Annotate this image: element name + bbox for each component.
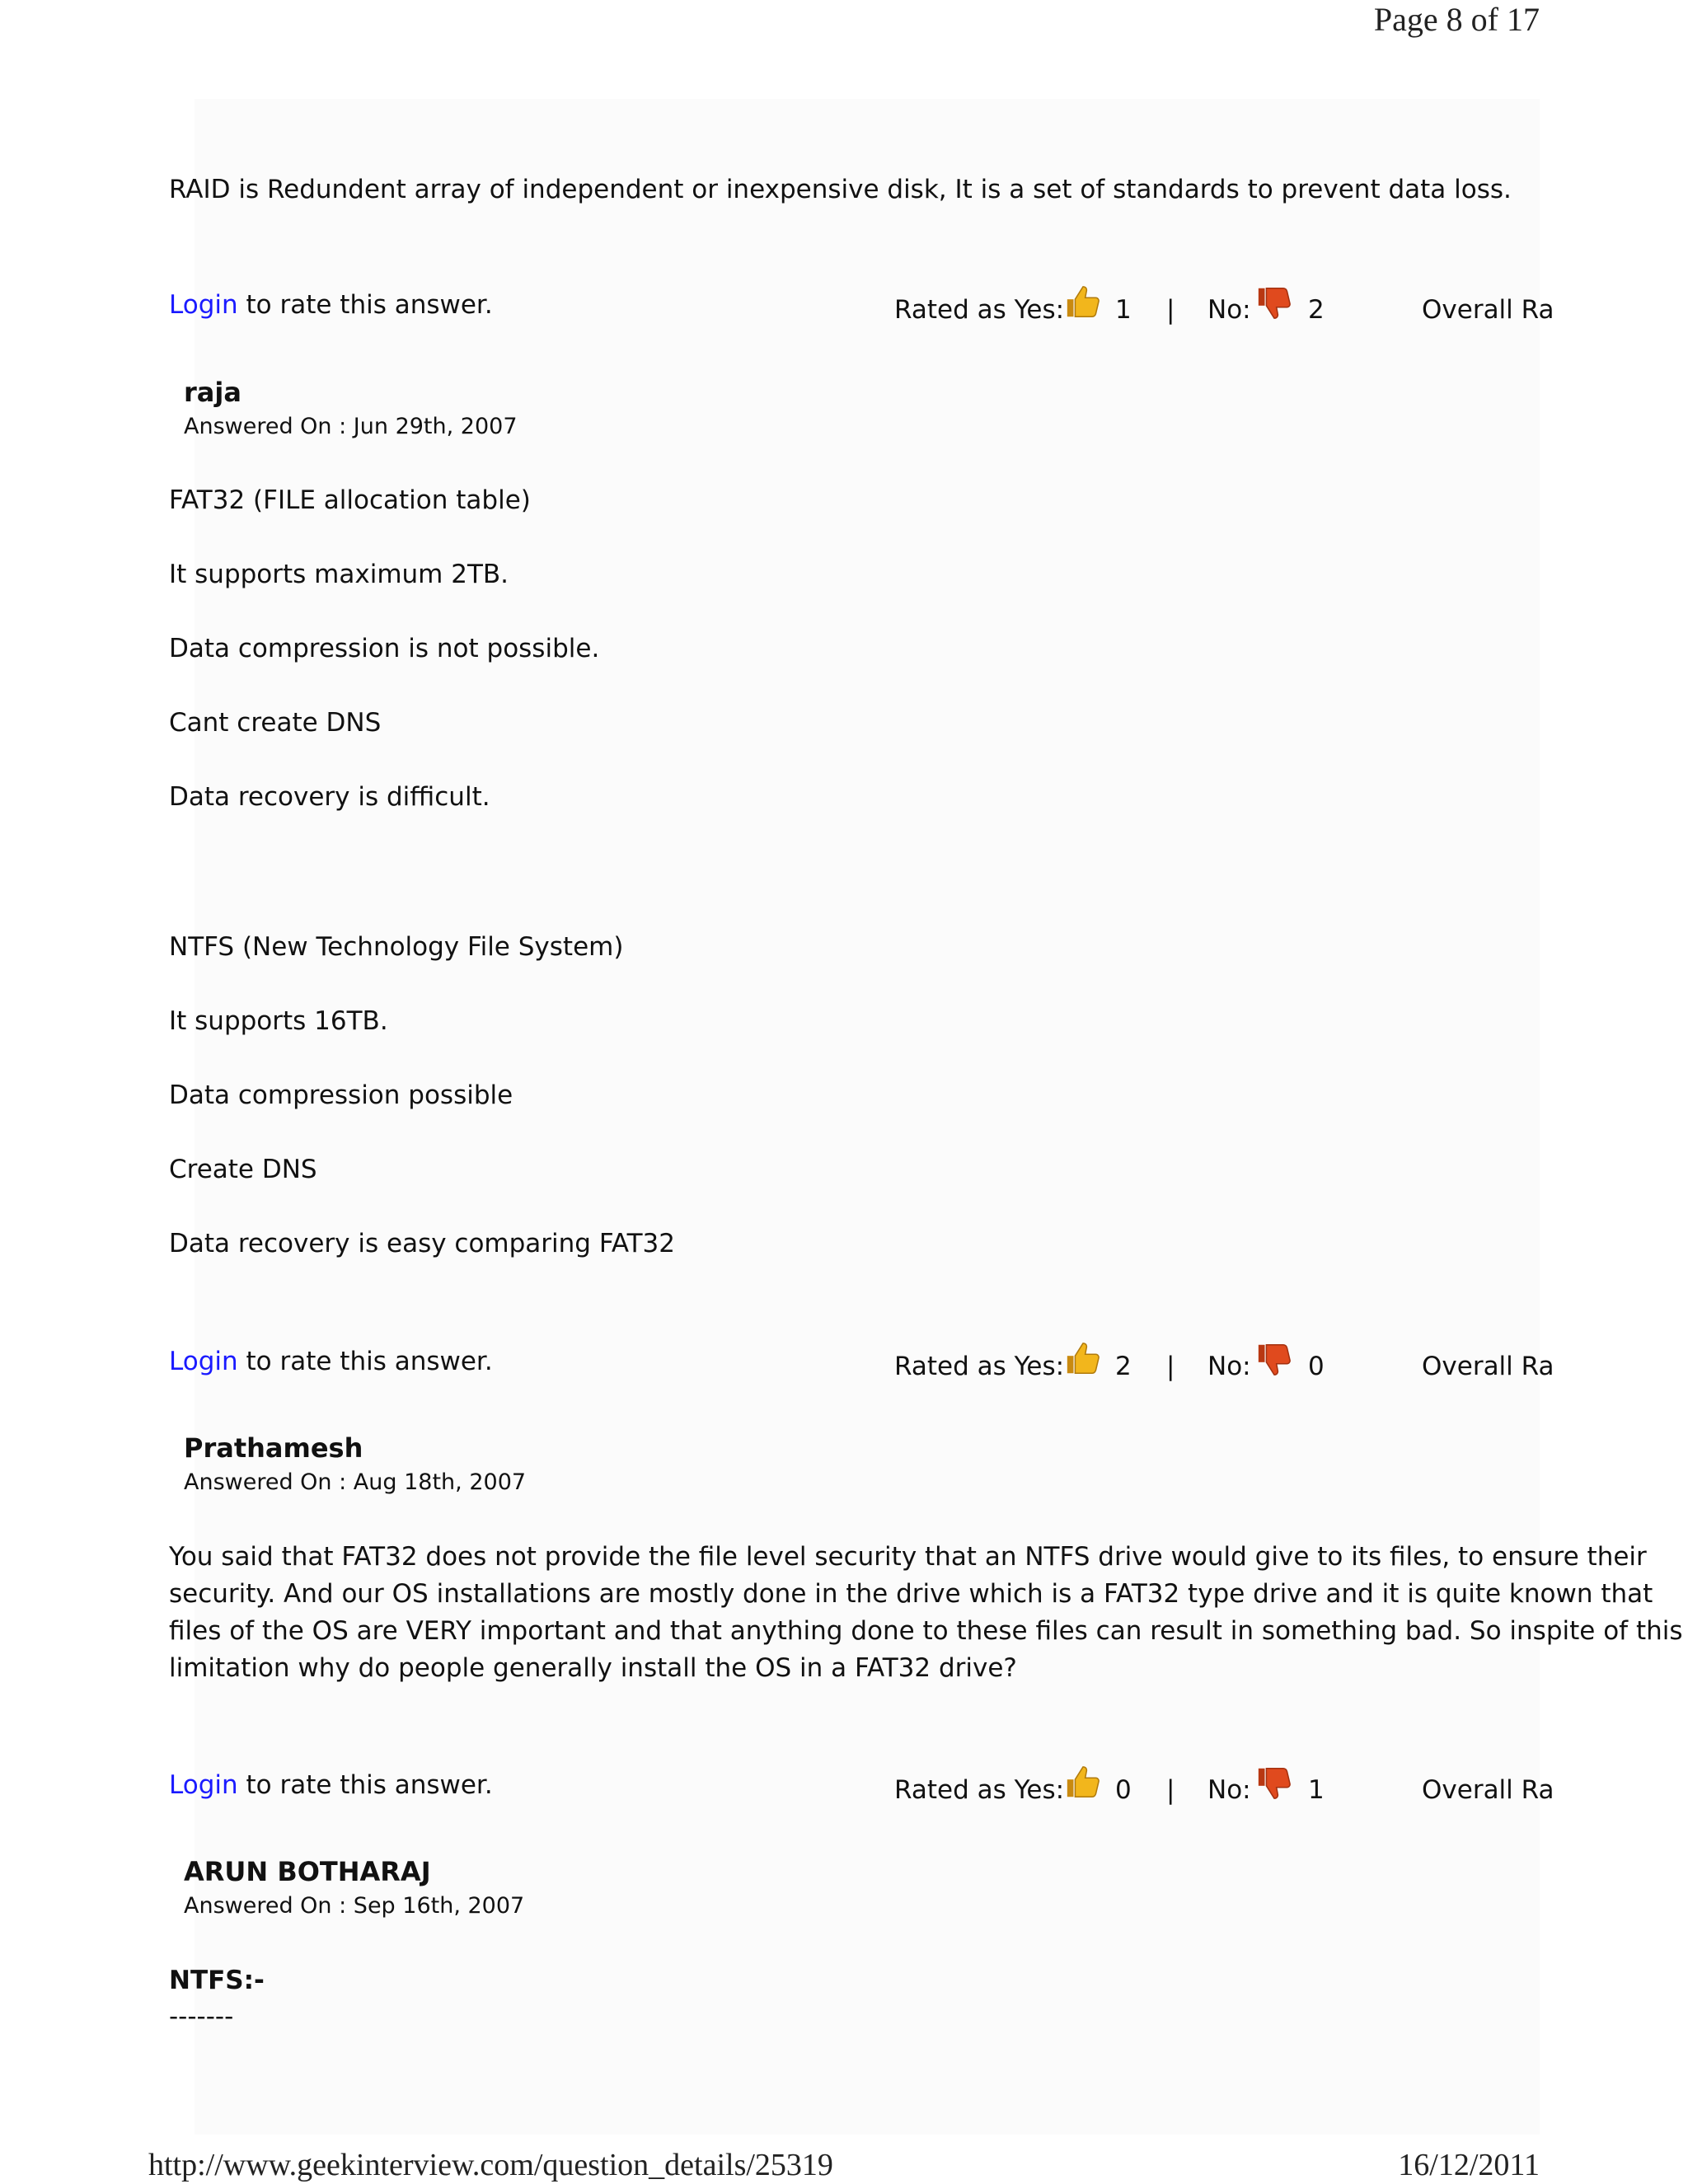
rated-no-label: No: — [1207, 1352, 1251, 1381]
login-suffix: to rate this answer. — [237, 1770, 493, 1800]
answer-author: raja — [184, 377, 241, 408]
answer-paragraph — [169, 1539, 1683, 1687]
answer-line: You said that FAT32 does not provide the file level security that an NTFS drive would give to its files, to ensure their — [169, 1542, 1647, 1572]
no-count: 0 — [1308, 1352, 1325, 1381]
login-suffix: to rate this answer. — [237, 1347, 493, 1376]
login-prompt — [169, 1347, 493, 1376]
login-prompt — [169, 290, 493, 320]
no-count: 2 — [1308, 295, 1325, 325]
answer-line: limitation why do people generally install the OS in a FAT32 drive? — [169, 1653, 1017, 1683]
rating-row — [169, 1347, 1554, 1396]
footer-date: 16/12/2011 — [1398, 2148, 1540, 2182]
thumbs-up-icon[interactable] — [1064, 1764, 1102, 1802]
rating-row — [169, 290, 1554, 340]
answer-line: Cant create DNS — [169, 708, 382, 738]
answer-line: Data compression is not possible. — [169, 634, 600, 663]
login-link[interactable]: Login — [169, 1347, 238, 1376]
answer-line: security. And our OS installations are mostly done in the drive which is a FAT32 type drive and it is quite known that — [169, 1579, 1653, 1609]
no-count: 1 — [1308, 1775, 1325, 1805]
answer-line: Create DNS — [169, 1155, 317, 1184]
answered-on: Answered On : Jun 29th, 2007 — [184, 414, 518, 439]
rated-yes-label: Rated as Yes: — [894, 1775, 1065, 1805]
rating-separator: | — [1166, 295, 1175, 325]
thumbs-up-icon[interactable] — [1064, 1340, 1102, 1378]
thumbs-down-icon[interactable] — [1255, 284, 1293, 321]
login-link[interactable]: Login — [169, 290, 238, 320]
rating-separator: | — [1166, 1352, 1175, 1381]
rated-yes-label: Rated as Yes: — [894, 295, 1065, 325]
overall-rating-label: Overall Ra — [1422, 295, 1554, 325]
thumbs-up-icon[interactable] — [1064, 284, 1102, 321]
yes-count: 2 — [1115, 1352, 1132, 1381]
overall-rating-label: Overall Ra — [1422, 1775, 1554, 1805]
answer-line: ------- — [169, 2002, 234, 2032]
login-link[interactable]: Login — [169, 1770, 238, 1800]
intro-text: RAID is Redundent array of independent or inexpensive disk, It is a set of standards to prevent data loss. — [169, 175, 1512, 204]
answer-heading: NTFS:- — [169, 1966, 265, 1995]
answer-line: Data recovery is difficult. — [169, 782, 490, 812]
answer-line: FAT32 (FILE allocation table) — [169, 485, 531, 515]
thumbs-down-icon[interactable] — [1255, 1764, 1293, 1802]
answer-author: Prathamesh — [184, 1432, 363, 1464]
answer-line: Data recovery is easy comparing FAT32 — [169, 1229, 676, 1258]
rated-no-label: No: — [1207, 295, 1251, 325]
answer-line: It supports maximum 2TB. — [169, 560, 509, 589]
yes-count: 1 — [1115, 295, 1132, 325]
answer-line: NTFS (New Technology File System) — [169, 932, 624, 962]
page-number: Page 8 of 17 — [1373, 1, 1540, 38]
rating-row — [169, 1770, 1554, 1820]
overall-rating-label: Overall Ra — [1422, 1352, 1554, 1381]
answered-on: Answered On : Aug 18th, 2007 — [184, 1469, 527, 1495]
answer-line: Data compression possible — [169, 1080, 513, 1110]
thumbs-down-icon[interactable] — [1255, 1340, 1293, 1378]
rated-yes-label: Rated as Yes: — [894, 1352, 1065, 1381]
answer-line: files of the OS are VERY important and that anything done to these files can result in something bad. So inspite of this — [169, 1616, 1683, 1646]
rating-separator: | — [1166, 1775, 1175, 1805]
rated-no-label: No: — [1207, 1775, 1251, 1805]
yes-count: 0 — [1115, 1775, 1132, 1805]
answered-on: Answered On : Sep 16th, 2007 — [184, 1893, 525, 1919]
login-suffix: to rate this answer. — [237, 290, 493, 320]
footer-url: http://www.geekinterview.com/question_details/25319 — [148, 2148, 833, 2182]
answer-author: ARUN BOTHARAJ — [184, 1856, 431, 1887]
login-prompt — [169, 1770, 493, 1800]
answer-line: It supports 16TB. — [169, 1006, 388, 1036]
page-content — [169, 0, 1683, 2143]
